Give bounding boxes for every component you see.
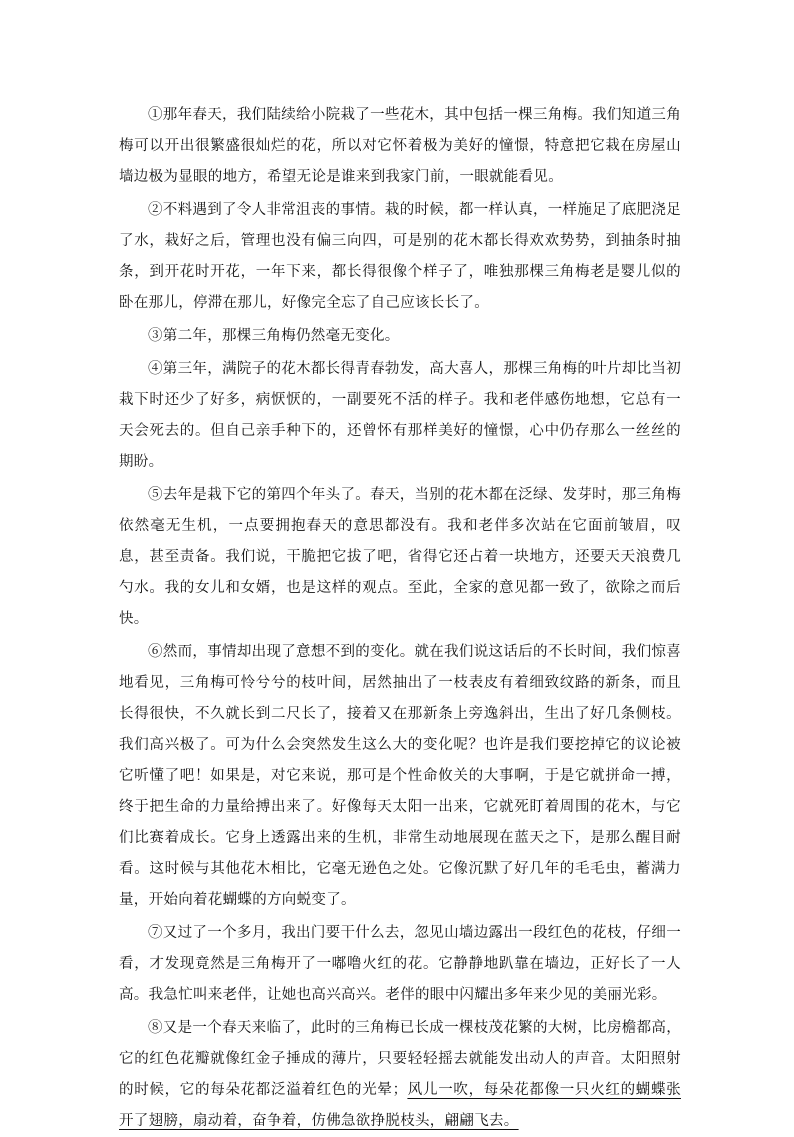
paragraph-2: ②不料遇到了令人非常沮丧的事情。栽的时候，都一样认真，一样施足了底肥浇足了水，栽好之后，管理也没有偏三向四，可是别的花木都长得欢欢势势，到抽条时抽条，到开花时开花，一年下来，都长得很像个样子了，唯独那棵三角梅老是婴儿似的卧在那儿，停滞在那儿，好像完全忘了自己应该长长了。 (119, 202, 681, 311)
paragraph-8-text: ⑧又是一个春天来临了，此时的三角梅已长成一棵枝茂花繁的大树，比房檐都高，它的红色花瓣就像红金子捶成的薄片，只要轻轻摇去就能发出动人的声音。太阳照射的时候，它的每朵花都泛溢着红色的光晕； (119, 1020, 681, 1098)
paragraph-1: ①那年春天，我们陆续给小院栽了一些花木，其中包括一棵三角梅。我们知道三角梅可以开出很繁盛很灿烂的花，所以对它怀着极为美好的憧憬，特意把它栽在房屋山墙边极为显眼的地方，希望无论是谁来到我家门前，一眼就能看见。 (119, 107, 681, 185)
paragraph-8 (119, 1013, 681, 1137)
paragraph-7: ⑦又过了一个多月，我出门要干什么去，忽见山墙边露出一段红色的花枝，仔细一看，才发现竟然是三角梅开了一嘟噜火红的花。它静静地趴靠在墙边，正好长了一人高。我急忙叫来老伴，让她也高兴高兴。老伴的眼中闪耀出多年来少见的美丽光彩。 (119, 925, 681, 1003)
paragraph-5: ⑤去年是栽下它的第四个年头了。春天，当别的花木都在泛绿、发芽时，那三角梅依然毫无生机，一点要拥抱春天的意思都没有。我和老伴多次站在它面前皱眉，叹息，甚至责备。我们说，干脆把它拔了吧，省得它还占着一块地方，还要天天浪费几勺水。我的女儿和女婿，也是这样的观点。至此，全家的意见都一致了，欲除之而后快。 (119, 487, 681, 627)
paragraph-6: ⑥然而，事情却出现了意想不到的变化。就在我们说这话后的不长时间，我们惊喜地看见，三角梅可怜兮兮的枝叶间，居然抽出了一枝表皮有着细致纹路的新条，而且长得很快，不久就长到二尺长了，接着又在那新条上旁逸斜出，生出了好几条侧枝。我们高兴极了。可为什么会突然发生这么大的变化呢？也许是我们要挖掉它的议论被它听懂了吧！如果是，对它来说，那可是个性命攸关的大事啊，于是它就拼命一搏，终于把生命的力量给搏出来了。好像每天太阳一出来，它就死盯着周围的花木，与它们比赛着成长。它身上透露出来的生机，非常生动地展现在蓝天之下，是那么醒目耐看。这时候与其他花木相比，它毫无逊色之处。它像沉默了好几年的毛毛虫，蓄满力量，开始向着花蝴蝶的方向蜕变了。 (119, 644, 681, 908)
paragraph-3: ③第二年，那棵三角梅仍然毫无变化。 (148, 328, 400, 344)
underlined-sentence: 风儿一吹，每朵花都像一只火红的蝴蝶张开了翅膀，扇动着，奋争着，仿佛急欲挣脱枝头，翩翩飞去。 (119, 1082, 681, 1129)
paragraph-4: ④第三年，满院子的花木都长得青春勃发，高大喜人，那棵三角梅的叶片却比当初栽下时还少了好多，病恹恹的，一副要死不活的样子。我和老伴感伤地想，它总有一天会死去的。但自己亲手种下的，还曾怀有那样美好的憧憬，心中仍存那么一丝丝的期盼。 (119, 361, 681, 470)
